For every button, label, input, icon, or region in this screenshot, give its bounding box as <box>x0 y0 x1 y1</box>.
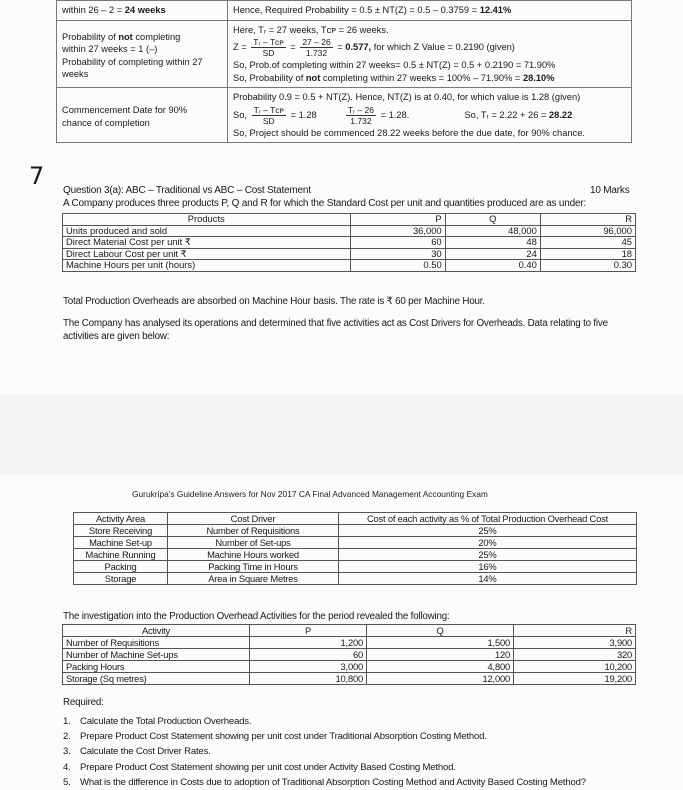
table-row: Direct Material Cost per unit ₹ 60 48 45 <box>63 237 636 249</box>
table-row: Machine Running Machine Hours worked 25% <box>74 549 637 561</box>
solution-row-label: Commencement Date for 90% chance of completion <box>57 88 228 143</box>
solution-row <box>57 20 632 88</box>
table-row: Packing Packing Time in Hours 16% <box>74 561 637 573</box>
solution-row-label: Probability of not completing within 27 weeks = 1 (–) Probability of completing within 27 weeks <box>57 20 228 88</box>
fraction: $\frac{\text{Tᵣ – Tᴄᴘ}}{SD}$ <box>253 37 284 58</box>
requirements-list <box>63 714 586 790</box>
list-item: 2. Prepare Product Cost Statement showing per unit cost under Traditional Absorption Costing Method. <box>63 731 487 743</box>
activity-table <box>73 512 637 585</box>
fraction: $\frac{\text{Tᵣ – 26}}{1.732}$ <box>347 104 374 126</box>
question-intro: A Company produces three products P, Q and R for which the Standard Cost per unit and quantities produced are as under: <box>63 198 587 209</box>
solution-table <box>56 0 632 143</box>
table-row: Units produced and sold 36,000 48,000 96,000 <box>63 225 636 237</box>
paragraph: The Company has analysed its operations and determined that five activities act as Cost Drivers for Overheads. Data relating to five activities are given below: <box>63 318 608 342</box>
list-item: 3. Calculate the Cost Driver Rates. <box>63 746 211 758</box>
fraction: $\frac{\text{Tᵣ – Tᴄᴘ}}{SD}$ <box>253 104 284 126</box>
table-header-row: Activity Area Cost Driver Cost of each activity as % of Total Production Overhead Cost <box>74 513 637 525</box>
list-item: 4. Prepare Product Cost Statement showing per unit cost under Activity Based Costing Method. <box>63 761 456 773</box>
page-number: 7 <box>29 162 45 190</box>
required-label: Required: <box>63 697 104 708</box>
table-row: Store Receiving Number of Requisitions 25% <box>74 525 637 537</box>
fraction: $\frac{27 - 26}{1.732}$ <box>302 37 331 58</box>
solution-row-content: Here, Tᵣ = 27 weeks, Tᴄᴘ = 26 weeks. Z = $\frac{\text{Tᵣ – Tᴄᴘ}}{SD}$ = $\frac{27 - 26}{1.732}$ = 0.577, for which Z Value = 0.2190 (given) So, Prob.of completing within 27 weeks= 0.5 ± NT(Z) = 0.5 + 0.2190 = 71.90% So, Probability of not completing within 27 weeks = 100% – 71.90% = 28.10% <box>228 20 632 88</box>
page-header: Gurukripa's Guideline Answers for Nov 2017 CA Final Advanced Management Accounting Exam <box>132 489 488 499</box>
table-row: Storage (Sq metres) 10,800 12,000 19,200 <box>63 673 636 685</box>
table-row: Direct Labour Cost per unit ₹ 30 24 18 <box>63 248 636 260</box>
solution-row-label: within 26 – 2 = 24 weeks <box>57 1 228 21</box>
question-marks: 10 Marks <box>590 185 630 196</box>
question-title: Question 3(a): ABC – Traditional vs ABC – Cost Statement <box>63 185 311 196</box>
solution-row-content: Probability 0.9 = 0.5 + NT(Z). Hence, NT(Z) is at 0.40, for which value is 1.28 (given) So, $\frac{\text{Tᵣ – Tᴄᴘ}}{SD}$ = 1.28 $\frac{\text{Tᵣ – 26}}{1.732}$ = 1.28. So, Tᵣ = 2.22 + 26 = 28.22 So, Project should be commenced 28.22 weeks before the due date, for 90% chance. <box>228 88 632 143</box>
table-row: Machine Hours per unit (hours) 0.50 0.40 0.30 <box>63 260 636 272</box>
table-row: Packing Hours 3,000 4,800 10,200 <box>63 661 636 673</box>
paragraph: The investigation into the Production Overhead Activities for the period revealed the following: <box>63 611 450 622</box>
page-break <box>0 395 683 475</box>
solution-row <box>57 1 632 21</box>
table-header-row: Products P Q R <box>63 214 636 226</box>
solution-row <box>57 88 632 143</box>
table-header-row: Activity P Q R <box>63 625 636 637</box>
products-table <box>62 213 636 272</box>
solution-row-content: Hence, Required Probability = 0.5 ± NT(Z) = 0.5 – 0.3759 = 12.41% <box>228 1 632 21</box>
table-row: Number of Requisitions 1,200 1,500 3,900 <box>63 637 636 649</box>
table-row: Storage Area in Square Metres 14% <box>74 573 637 585</box>
list-item: 1. Calculate the Total Production Overheads. <box>63 716 252 727</box>
table-row: Machine Set-up Number of Set-ups 20% <box>74 537 637 549</box>
table-row: Number of Machine Set-ups 60 120 320 <box>63 649 636 661</box>
list-item: 5. What is the difference in Costs due to adoption of Traditional Absorption Costing Method and Activity Based Costing Method? <box>63 776 586 788</box>
paragraph: Total Production Overheads are absorbed on Machine Hour basis. The rate is ₹ 60 per Machine Hour. <box>63 296 485 307</box>
investigation-table <box>62 624 636 685</box>
